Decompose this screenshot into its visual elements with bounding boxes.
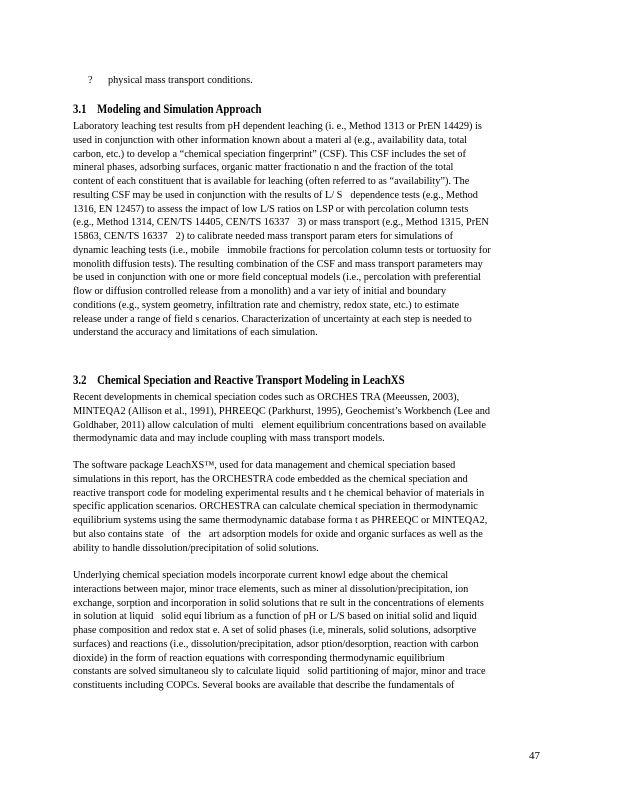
text-line: ability to handle dissolution/precipitation of solid solutions.: [73, 542, 319, 554]
section-number: 3.1: [73, 102, 87, 116]
text-line: used in conjunction with other information known about a materi al (e.g., availability data, total: [73, 134, 468, 146]
section-title: Chemical Speciation and Reactive Transport Modeling in LeachXS: [97, 373, 405, 387]
text-line: (e.g., Method 1314, CEN/TS 14405, CEN/TS 16337􀀀3) or mass transport (e.g., Method 1315, PrEN: [73, 217, 489, 229]
text-line: resulting CSF may be used in conjunction with the results of L/ S􀀀dependence tests (e.g., Method: [73, 189, 478, 201]
paragraph-modeling-approach: [73, 120, 543, 340]
text-line: interactions between major, minor trace elements, such as miner al dissolution/precipitation, ion: [73, 583, 469, 595]
text-line: simulations in this report, has the ORCHESTRA code embedded as the chemical speciation and: [73, 473, 468, 485]
text-line: Underlying chemical speciation models incorporate current knowl edge about the chemical: [73, 570, 449, 581]
bullet-item: [88, 74, 253, 87]
page-number: 47: [529, 750, 540, 762]
paragraph-leachxs: [73, 459, 543, 555]
text-line: Recent developments in chemical speciation codes such as ORCHES TRA (Meeussen, 2003),: [73, 392, 460, 403]
text-line: Laboratory leaching test results from pH dependent leaching (i. e., Method 1313 or PrEN 14429) is: [73, 121, 482, 132]
section-number: 3.2: [73, 373, 87, 387]
text-line: thermodynamic data and may include coupling with mass transport models.: [73, 433, 385, 445]
text-line: be used in conjunction with one or more field conceptual models (i.e., percolation with preferential: [73, 272, 482, 284]
text-line: equilibrium systems using the same thermodynamic database forma t as PHREEQC or MINTEQA2,: [73, 515, 488, 526]
section-title: Modeling and Simulation Approach: [97, 102, 262, 116]
text-line: dynamic leaching tests (i.e., mobile􀀀immobile fractions for percolation column tests or tortuosity for: [73, 244, 491, 256]
paragraph-underlying-models: [73, 569, 543, 693]
section-heading-3-2: [73, 373, 405, 388]
text-line: release under a range of field s cenarios. Characterization of uncertainty at each step is needed to: [73, 313, 472, 325]
bullet-mark: ?: [88, 75, 93, 86]
text-line: constituents including COPCs. Several books are available that describe the fundamentals of: [73, 680, 455, 691]
text-line: phase composition and redox stat e. A set of solid phases (i.e, minerals, solid solutions, adsorptive: [73, 625, 477, 636]
text-line: MINTEQA2 (Allison et al., 1991), PHREEQC (Parkhurst, 1995), Geochemist’s Workbench (Lee and: [73, 405, 491, 417]
section-heading-3-1: [73, 102, 261, 117]
text-line: dioxide) in the form of reaction equations with corresponding thermodynamic equilibrium: [73, 652, 445, 664]
text-line: conditions (e.g., system geometry, infiltration rate and chemistry, redox state, etc.) to estimate: [73, 299, 460, 311]
text-line: monolith diffusion tests). The resulting combination of the CSF and mass transport parameters may: [73, 258, 483, 270]
text-line: mineral phases, adsorbing surfaces, organic matter fractionatio n and the fraction of the total: [73, 162, 454, 174]
text-line: 1316, EN 12457) to assess the impact of low L/S ratios on LSP or with percolation column tests: [73, 203, 469, 215]
text-line: specific application scenarios. ORCHESTRA can calculate chemical speciation in thermodynamic: [73, 501, 478, 513]
text-line: reactive transport code for modeling experimental results and t he chemical behavior of materials in: [73, 487, 485, 499]
text-line: understand the accuracy and limitations of each simulation.: [73, 327, 318, 339]
text-line: surfaces) and reactions (i.e., dissolution/precipitation, adsor ption/desorption, reaction with carbon: [73, 638, 479, 650]
text-line: Goldhaber, 2011) allow calculation of multi􀀀element equilibrium concentrations based on available: [73, 419, 486, 431]
text-line: 15863, CEN/TS 16337􀀀2) to calibrate needed mass transport param eters for simulations of: [73, 231, 454, 242]
text-line: exchange, sorption and incorporation in solid solutions that re sult in the concentrations of elements: [73, 597, 484, 609]
paragraph-speciation-codes: [73, 391, 543, 446]
bullet-text: physical mass transport conditions.: [108, 75, 253, 86]
text-line: in solution at liquid􀀀solid equi librium as a function of pH or L/S based on initial solid and liquid: [73, 611, 477, 623]
text-line: constants are solved simultaneou sly to calculate liquid􀀀solid partitioning of major, minor and trace: [73, 666, 486, 678]
text-line: content of each constituent that is available for leaching (often referred to as “availability”). The: [73, 176, 470, 187]
text-line: carbon, etc.) to develop a “chemical speciation fingerprint” (CSF). This CSF includes the set of: [73, 148, 466, 160]
text-line: flow or diffusion controlled release from a monolith) and a var iety of initial and boundary: [73, 286, 446, 297]
text-line: but also contains state􀀀of􀀀the􀀀art adsorption models for oxide and organic surfaces as well as the: [73, 528, 483, 540]
text-line: The software package LeachXS™, used for data management and chemical speciation based: [73, 460, 456, 471]
